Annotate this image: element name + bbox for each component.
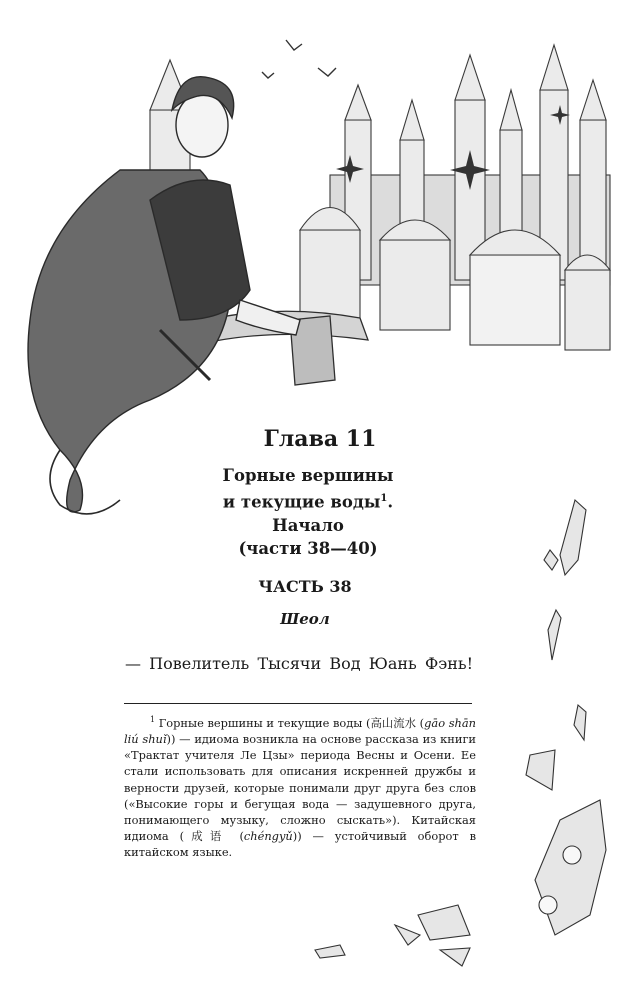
birds	[262, 40, 336, 78]
chapter-subtitle	[178, 464, 438, 560]
subtitle-line-4: (части 38—40)	[238, 538, 378, 558]
footnote-mark: 1	[150, 715, 156, 724]
chapter-title: Глава 11	[263, 426, 377, 452]
part-label: ЧАСТЬ 38	[258, 577, 352, 596]
opening-line: — Повелитель Тысячи Вод Юань Фэнь!	[125, 654, 473, 673]
footnote-pinyin-1: gāo shān liú shuǐ	[124, 715, 477, 746]
footnote-pinyin-2: chéngyǔ	[243, 829, 293, 844]
footnote-text-1: Горные вершины и текущие воды (高山流水 (	[158, 715, 425, 730]
subtitle-line-1: Горные вершины	[222, 466, 394, 485]
subtitle-line-2-end: .	[387, 492, 394, 512]
part-name: Шеол	[280, 610, 330, 628]
footnote-text-2: )) — идиома возникла на основе рассказа из книги «Трактат учителя Ле Цзы» периода Весны и Осени. Ее стали использовать для описания искренней дружбы и верности друзей, которые понимали друг друга без слов («Высокие горы и бегущая вода — задушевного друга, понимающего музыку, сложно сыскать»). Китайская идиома (成语 (	[124, 732, 476, 844]
subtitle-line-2	[178, 487, 438, 514]
subtitle-line-3: Начало	[272, 515, 344, 535]
footnote-text-3: )) — устойчивый оборот в китайском языке.	[124, 829, 476, 860]
footnote-divider	[124, 703, 472, 704]
footnote-ref-mark[interactable]: 1	[380, 493, 388, 504]
footnote	[124, 712, 476, 861]
subtitle-line-2-text: и текущие воды	[222, 492, 381, 512]
